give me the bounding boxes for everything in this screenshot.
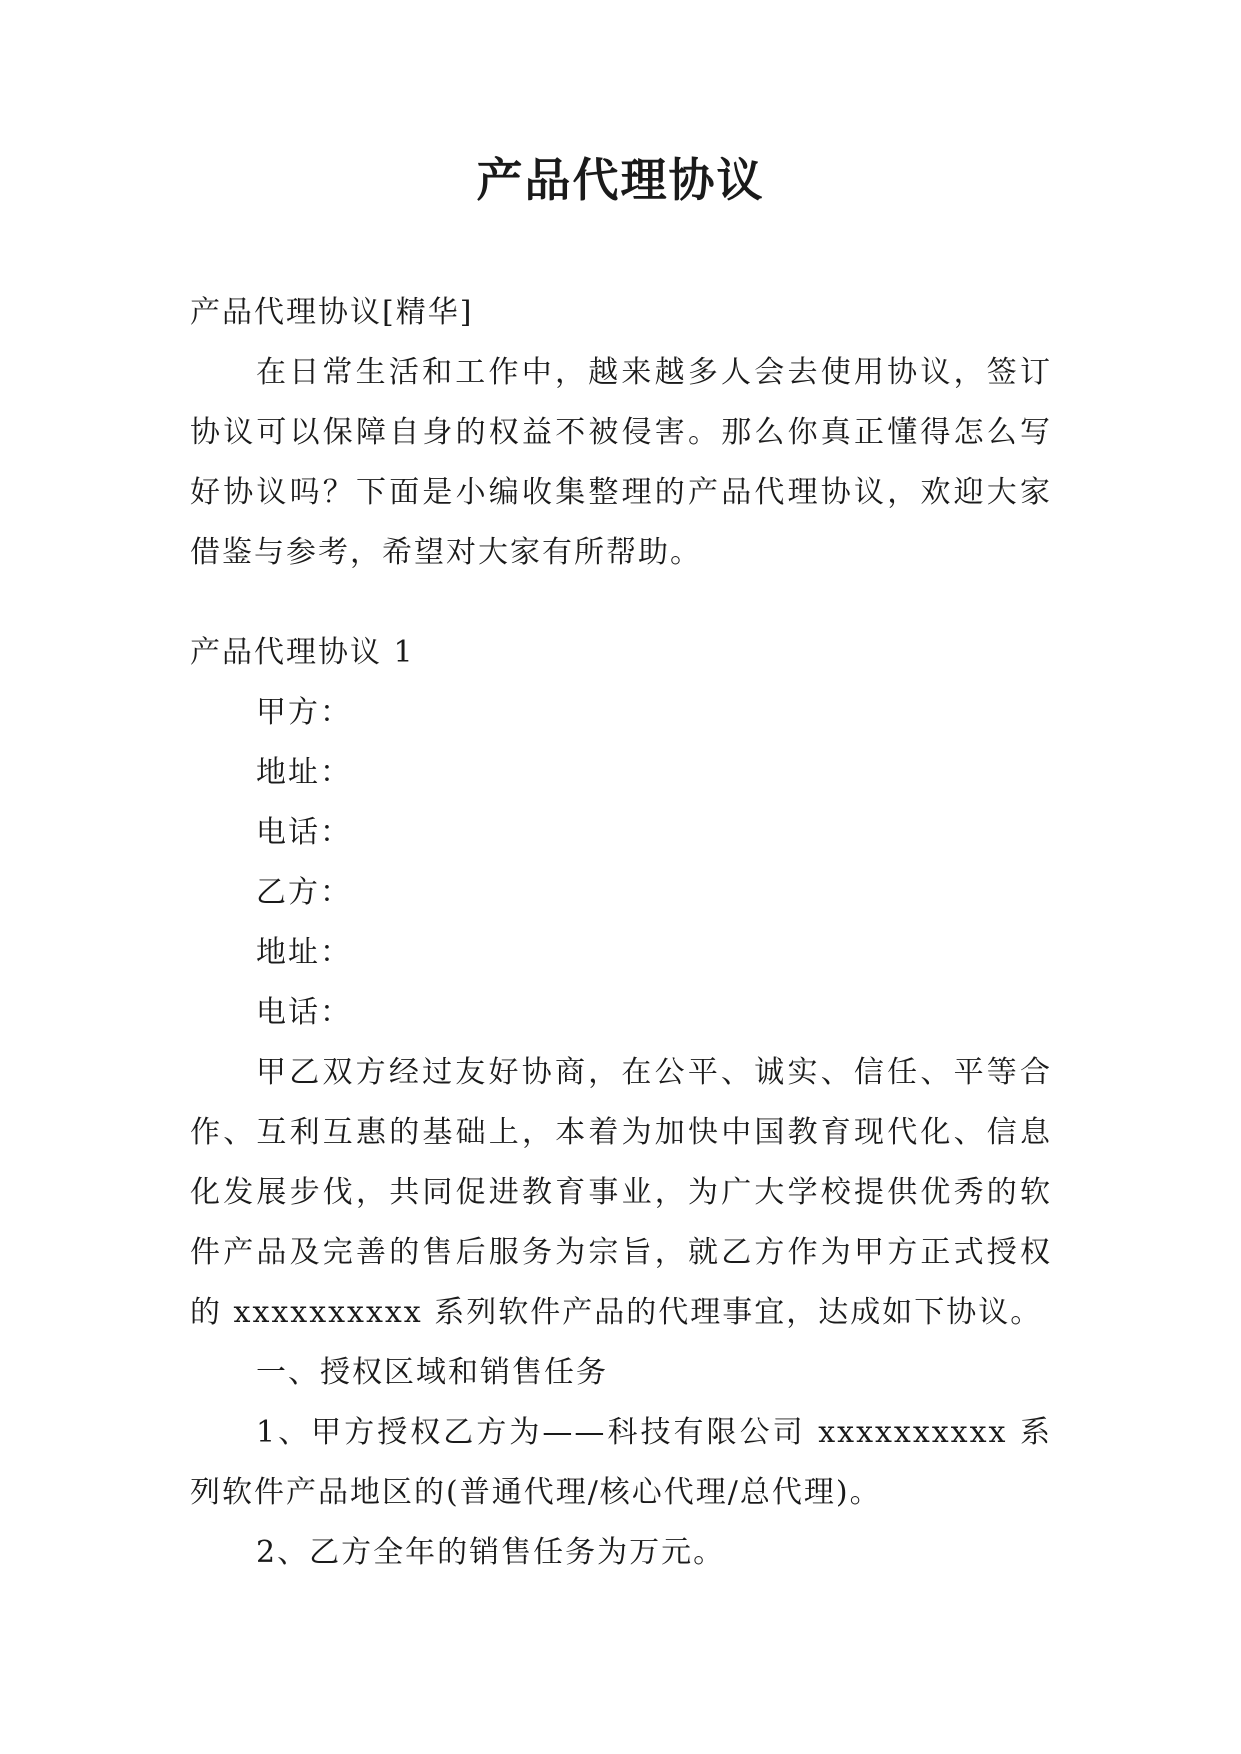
party-b-phone-label: 电话： [256, 995, 352, 1030]
intro-block [190, 343, 1052, 583]
document-title: 产品代理协议 [476, 153, 765, 207]
party-b-address-label: 地址： [256, 935, 352, 970]
intro-paragraph: 在日常生活和工作中，越来越多人会去使用协议，签订协议可以保障自身的权益不被侵害。那么你真正懂得怎么写好协议吗？下面是小编收集整理的产品代理协议，欢迎大家借鉴与参考，希望对大家有所帮助。 [190, 355, 1052, 570]
section-heading: 产品代理协议 1 [190, 635, 415, 670]
clause-1-item-2: 2、乙方全年的销售任务为万元。 [256, 1535, 726, 1570]
party-a-label: 甲方： [256, 695, 352, 730]
agreement-body [190, 623, 1052, 1583]
preamble-paragraph: 甲乙双方经过友好协商，在公平、诚实、信任、平等合作、互利互惠的基础上，本着为加快中国教育现代化、信息化发展步伐，共同促进教育事业，为广大学校提供优秀的软件产品及完善的售后服务为宗旨，就乙方作为甲方正式授权的 xxxxxxxxxx 系列软件产品的代理事宜，达成如下协议。 [190, 1055, 1052, 1330]
clause-1-heading: 一、授权区域和销售任务 [256, 1355, 608, 1390]
party-a-phone-label: 电话： [256, 815, 352, 850]
document-subtitle: 产品代理协议[精华] [190, 295, 474, 330]
document-subtitle-block [190, 283, 1052, 343]
party-a-address-label: 地址： [256, 755, 352, 790]
party-b-label: 乙方： [256, 875, 352, 910]
clause-1-item-1: 1、甲方授权乙方为——科技有限公司 xxxxxxxxxx 系列软件产品地区的(普通代理/核心代理/总代理)。 [190, 1415, 1052, 1510]
